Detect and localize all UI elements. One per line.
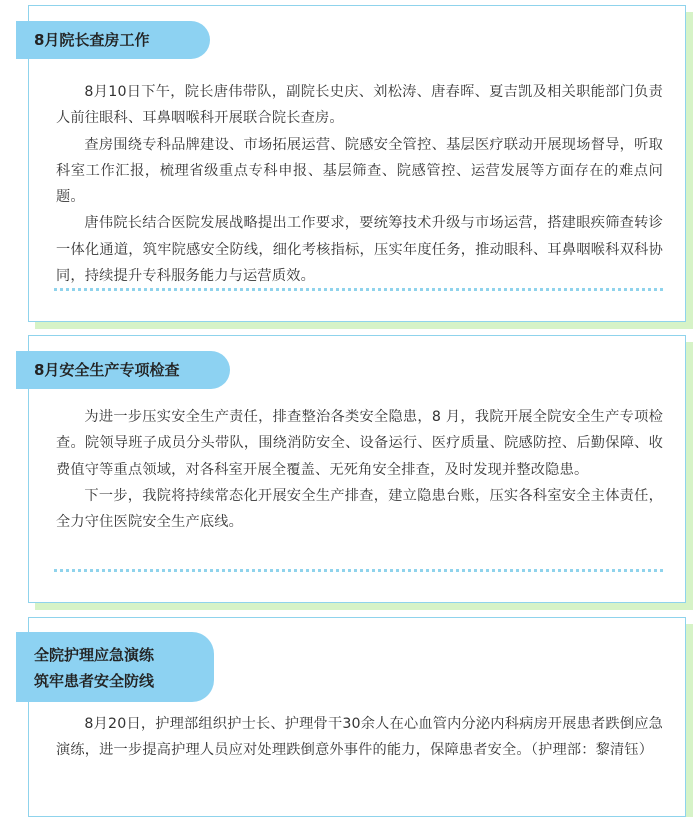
section-title-line-2: 筑牢患者安全防线: [34, 672, 155, 690]
section-card-safety-inspection: [28, 335, 686, 603]
section-body: [56, 79, 663, 289]
section-body: [56, 404, 663, 535]
dotted-divider: [54, 569, 663, 572]
section-title-line-1: 全院护理应急演练: [34, 646, 155, 664]
paragraph: 下一步，我院将持续常态化开展安全生产排查，建立隐患台账，压实各科室安全主体责任，全力守住医院安全生产底线。: [56, 487, 663, 531]
section-title: 8月安全生产专项检查: [34, 361, 180, 379]
section-card-rounds: [28, 5, 686, 322]
paragraph: 8月20日，护理部组织护士长、护理骨干30余人在心血管内分泌内科病房开展患者跌倒应急演练，进一步提高护理人员应对处理跌倒意外事件的能力，保障患者安全。（护理部：黎清钰）: [56, 716, 663, 759]
section-body: [56, 711, 663, 764]
section-card-nursing-drill: [28, 617, 686, 817]
paragraph: 8月10日下午，院长唐伟带队，副院长史庆、刘松涛、唐春晖、夏吉凯及相关职能部门负责人前往眼科、耳鼻咽喉科开展联合院长查房。: [56, 84, 663, 127]
paragraph: 为进一步压实安全生产责任，排查整治各类安全隐患，8 月，我院开展全院安全生产专项检查。院领导班子成员分头带队，围绕消防安全、设备运行、医疗质量、院感防控、后勤保障、收费值守等重点领域，对各科室开展全覆盖、无死角安全排查，及时发现并整改隐患。: [56, 409, 663, 478]
section-title-tag: [16, 21, 210, 59]
section-title-tag: [16, 632, 214, 702]
section-title: 8月院长查房工作: [34, 31, 150, 49]
dotted-divider: [54, 288, 663, 291]
paragraph: 查房围绕专科品牌建设、市场拓展运营、院感安全管控、基层医疗联动开展现场督导，听取科室工作汇报，梳理省级重点专科申报、基层筛查、院感管控、运营发展等方面存在的难点问题。: [56, 136, 663, 206]
section-title-tag: [16, 351, 230, 389]
paragraph: 唐伟院长结合医院发展战略提出工作要求，要统筹技术升级与市场运营，搭建眼疾筛查转诊一体化通道，筑牢院感安全防线，细化考核指标，压实年度任务，推动眼科、耳鼻咽喉科双科协同，持续提升专科服务能力与运营质效。: [56, 215, 663, 285]
